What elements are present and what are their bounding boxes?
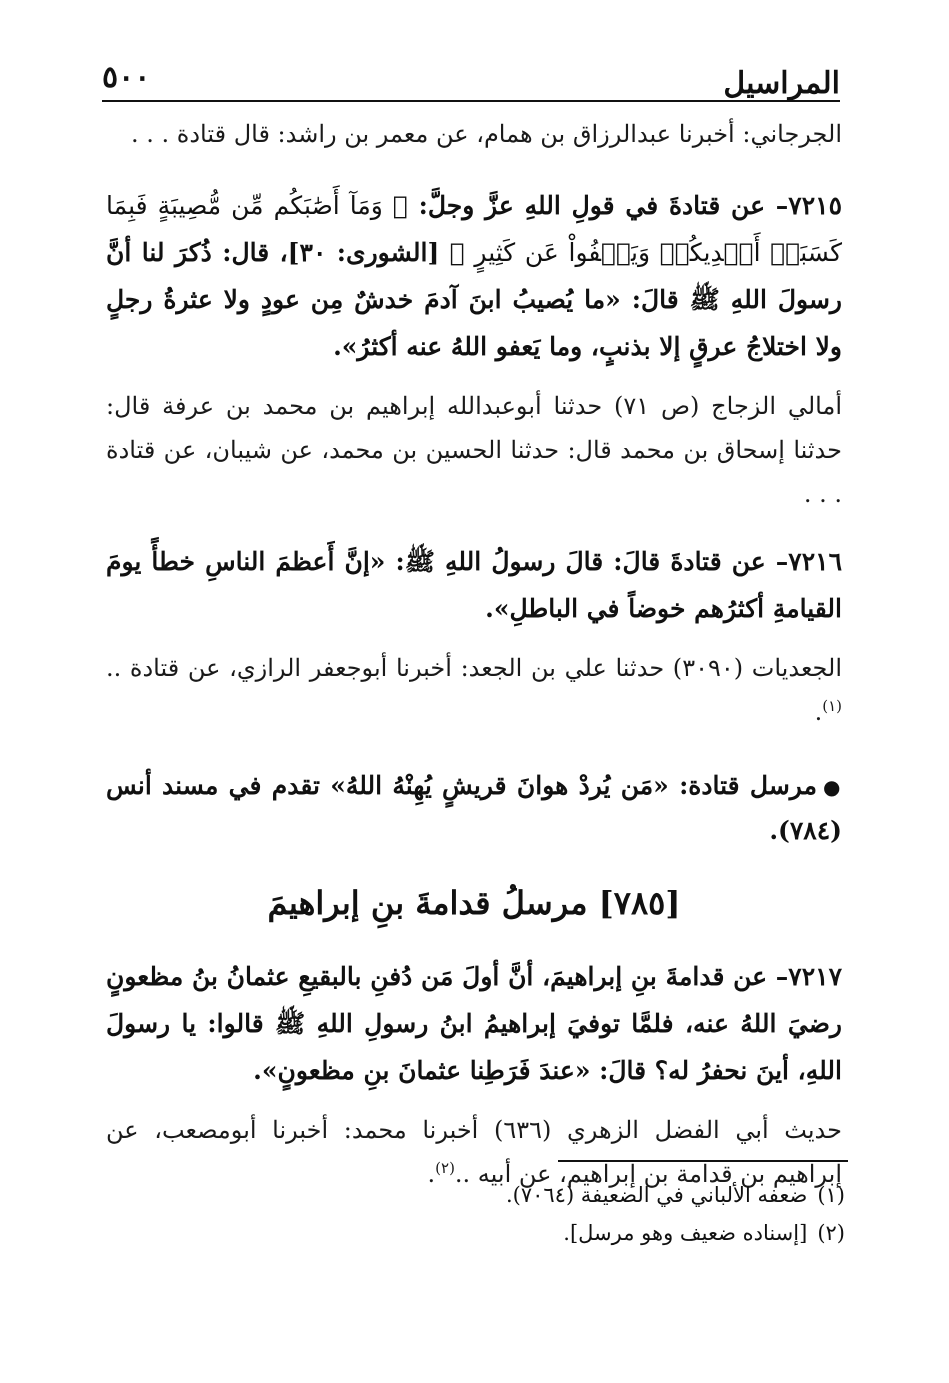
hadith-number: ٧٢١٦ [788,547,842,576]
page-number: ٥٠٠ [102,60,151,95]
hadith-text: – عن قدامةَ بنِ إبراهيمَ، أنَّ أولَ مَن دُفنِ بالبقيعِ عثمانُ بنُ مظعونٍ رضيَ اللهُ عنه، فلمَّا توفيَ إبراهيمُ ابنُ رسولِ اللهِ ﷺ قالوا: يا رسولَ اللهِ، أينَ نحفرُ له؟ قالَ: «عندَ فَرَطِنا عثمانَ بنِ مظعونٍ». [106,962,842,1085]
footnote-item [115,1176,845,1214]
footnote-ref: (١) [822,697,842,715]
hadith-7217 [106,953,842,1094]
isnad-text: الجعديات (٣٠٩٠) حدثنا علي بن الجعد: أخبرنا أبوجعفر الرازي، عن قتادة .. [106,654,842,682]
chapter-heading: [٧٨٥] مرسلُ قدامةَ بنِ إبراهيمَ [267,884,681,922]
footnotes [115,1176,845,1252]
isnad-source: الجرجاني: أخبرنا عبدالرزاق بن همام، عن معمر بن راشد: قال قتادة . . . [131,120,842,148]
hadith-7216 [106,538,842,632]
footnote-text: [إسناده ضعيف وهو مرسل]. [563,1221,808,1245]
bullet-icon: ● [822,775,843,799]
isnad-source: أمالي الزجاج (ص ٧١) حدثنا أبوعبدالله إبراهيم بن محمد بن عرفة قال: حدثنا إسحاق بن محمد قال: حدثنا الحسين بن محمد، عن شيبان، عن قتادة . . . [106,392,842,508]
isnad-source: حديث أبي الفضل الزهري (٦٣٦) أخبرنا محمد: أخبرنا أبومصعب، عن إبراهيم بن قدامة بن إبراهيم، عن أبيه ..$^{(٢)}$. [106,1116,842,1188]
cross-reference [106,764,842,853]
hadith-7215 [106,182,842,370]
hadith-number: ٧٢١٥ [788,191,842,220]
footnote-text: ضعفه الألباني في الضعيفة (٧٠٦٤). [505,1183,808,1207]
cross-reference-text: مرسل قتادة: «مَن يُردْ هوانَ قريشٍ يُهِنْهُ اللهُ» تقدم في مسند أنس (٧٨٤). [106,771,842,845]
footnote-separator [558,1160,848,1162]
page-body [106,112,842,1196]
footnote-item [115,1214,845,1252]
hadith-number: ٧٢١٧ [788,962,842,991]
footnote-number: (٢) [817,1221,845,1245]
hadith-text: – عن قتادةَ في قولِ اللهِ عزَّ وجلَّ: [418,191,789,220]
footnote-ref: (٢) [435,1159,455,1177]
footnote-number: (١) [817,1183,845,1207]
hadith-text: [الشورى: ٣٠]، قال: ذُكرَ لنا أنَّ رسولَ اللهِ ﷺ قالَ: «ما يُصيبُ ابنَ آدمَ خدشٌ مِن عودٍ ولا عثرةُ رجلٍ ولا اختلاجُ عرقٍ إلا بذنبٍ، وما يَعفو اللهُ عنه أكثرُ». [106,238,842,361]
running-title: المراسيل [723,66,840,101]
page-header [102,52,840,102]
isnad-text: حديث أبي الفضل الزهري (٦٣٦) أخبرنا محمد: أخبرنا أبومصعب، عن إبراهيم بن قدامة بن إبراهيم، عن أبيه .. [106,1116,842,1188]
isnad-source: الجعديات (٣٠٩٠) حدثنا علي بن الجعد: أخبرنا أبوجعفر الرازي، عن قتادة ..$^{(١)}$. [106,654,842,726]
quran-verse: ﴿ وَمَآ أَصَٰبَكُم مِّن مُّصِيبَةٍ فَبِمَا كَسَبَتۡ أَيۡدِيكُمۡ وَيَعۡفُواْ عَن كَثِيرٍ ﴾ [106,191,842,267]
hadith-text: – عن قتادةَ قالَ: قالَ رسولُ اللهِ ﷺ: «إنَّ أَعظمَ الناسِ خطأً يومَ القيامةِ أكثرُهم خوضاً في الباطلِ». [106,547,842,623]
